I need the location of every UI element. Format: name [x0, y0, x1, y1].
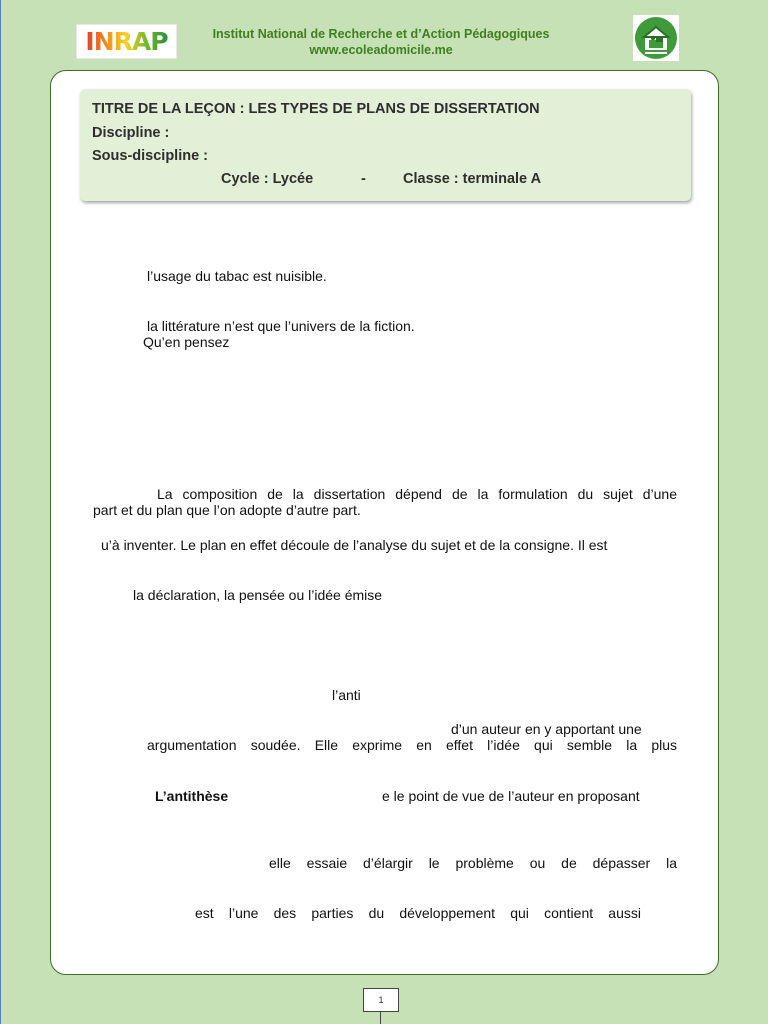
classe-label: Classe : terminale A: [403, 171, 542, 187]
body-line: l’anti: [332, 687, 361, 703]
body-line: u’à inventer. Le plan en effet découle de l’analyse du sujet et de la consigne. Il est: [101, 537, 608, 553]
lesson-title-box: [80, 89, 691, 201]
institute-name: Institut National de Recherche et d’Action Pédagogiques: [212, 27, 550, 41]
page-number-stem: [380, 1011, 381, 1024]
body-line: l’usage du tabac est nuisible.: [147, 268, 327, 284]
cycle-separator: -: [361, 171, 366, 187]
lesson-title: TITRE DE LA LEÇON : LES TYPES DE PLANS DE DISSERTATION: [92, 101, 540, 117]
sous-discipline-label: Sous-discipline :: [92, 148, 209, 164]
body-line: part et du plan que l’on adopte d’autre part.: [93, 502, 361, 518]
body-line: la littérature n’est que l’univers de la fiction.: [147, 318, 415, 334]
body-line: La composition de la dissertation dépend de la formulation du sujet d’une: [157, 486, 677, 502]
content-card: [50, 70, 719, 975]
house-school-icon: [633, 15, 679, 61]
body-line: la déclaration, la pensée ou l’idée émise: [133, 587, 383, 603]
body-line: e le point de vue de l’auteur en proposant: [382, 788, 640, 804]
antithese-heading: L’antithèse: [155, 788, 229, 804]
body-line: argumentation soudée. Elle exprime en effet l’idée qui semble la plus: [147, 737, 677, 753]
body-line: Qu’en pensez: [143, 334, 230, 350]
header-text: [181, 26, 581, 58]
discipline-label: Discipline :: [92, 125, 170, 141]
website-link: www.ecoleadomicile.me: [309, 43, 453, 57]
inrap-logo: [76, 24, 177, 59]
body-line: est l’une des parties du développement qui contient aussi: [195, 905, 641, 921]
body-line: elle essaie d’élargir le problème ou de dépasser la: [269, 855, 677, 871]
body-line: d’un auteur en y apportant une: [451, 721, 642, 737]
inrap-logo-text: INRAP: [85, 27, 168, 56]
cycle-label: Cycle : Lycée: [221, 171, 314, 187]
page-number: 1: [363, 988, 399, 1012]
